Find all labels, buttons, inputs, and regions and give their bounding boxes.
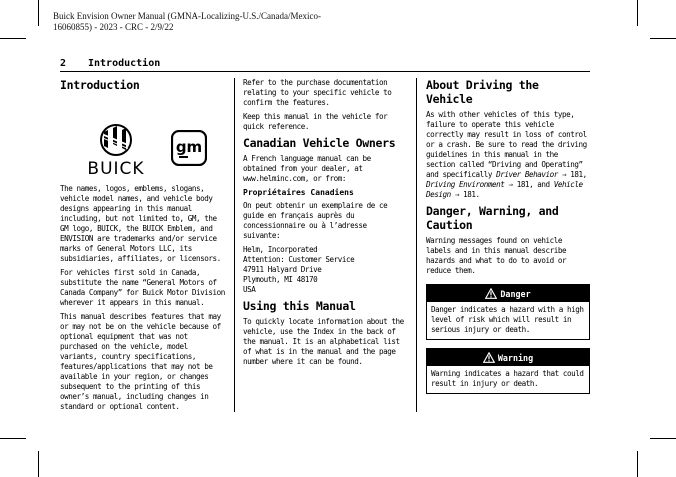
brand-logos bbox=[60, 96, 226, 184]
danger-text: Danger indicates a hazard with a high level of risk which will result in serious injury or death. bbox=[431, 305, 584, 334]
subsection-title-french: Propriétaires Canadiens bbox=[243, 188, 354, 197]
section-title-introduction: Introduction bbox=[60, 78, 140, 92]
section-title-using-manual: Using this Manual bbox=[243, 299, 356, 313]
print-metadata bbox=[53, 11, 383, 33]
column-right bbox=[426, 78, 590, 400]
paragraph-about-driving bbox=[426, 110, 590, 200]
section-title-about-driving: About Driving the Vehicle bbox=[426, 78, 539, 106]
column-divider bbox=[416, 78, 417, 412]
text: As with other vehicles of this type, failure to operate this vehicle correctly may result in loss of control or a crash. Be sure to read the driving guidelines in this manual in the section called “Driving and Operating” and specifically bbox=[426, 110, 587, 179]
running-header: Introduction bbox=[88, 58, 161, 69]
warning-box-body bbox=[427, 366, 589, 393]
crop-mark bbox=[637, 451, 638, 477]
paragraph: This manual describes features that may or may not be on the vehicle because of optional equipment that was not purchased on the vehicle, model variants, country specifications, features/applications that may not be available in your region, or changes subsequent to the printing of this owner’s manual, including changes in standard or optional content. bbox=[60, 312, 221, 411]
warning-triangle-icon bbox=[485, 288, 497, 299]
gm-logo-icon bbox=[171, 130, 207, 166]
danger-box-header bbox=[427, 285, 589, 302]
address-line: Plymouth, MI 48170 bbox=[243, 275, 318, 284]
warning-text: Warning indicates a hazard that could result in injury or death. bbox=[431, 369, 584, 388]
crop-mark bbox=[38, 451, 39, 477]
warning-label: Warning bbox=[497, 353, 534, 363]
print-metadata-line1: Buick Envision Owner Manual (GMNA-Localizing-U.S./Canada/Mexico- bbox=[53, 11, 321, 21]
text: , bbox=[582, 170, 587, 179]
crop-mark bbox=[650, 438, 676, 439]
header-rule bbox=[60, 71, 590, 72]
address-line: USA bbox=[243, 285, 256, 294]
buick-wordmark: BUICK bbox=[87, 159, 145, 179]
crop-mark bbox=[38, 0, 39, 26]
page-ref[interactable]: ⇒ 181 bbox=[504, 180, 530, 189]
mailing-address bbox=[243, 245, 407, 295]
danger-box bbox=[426, 284, 590, 340]
page-ref[interactable]: ⇒ 181 bbox=[557, 170, 583, 179]
crop-mark bbox=[637, 0, 638, 26]
danger-label: Danger bbox=[500, 289, 531, 299]
paragraph: Refer to the purchase documentation relating to your specific vehicle to confirm the features. bbox=[243, 78, 392, 107]
crop-mark bbox=[0, 38, 26, 39]
paragraph: A French language manual can be obtained from your dealer, at www.helminc.com, or from: bbox=[243, 154, 371, 183]
address-line: Helm, Incorporated bbox=[243, 245, 318, 254]
text: , and bbox=[529, 180, 554, 189]
paragraph: For vehicles first sold in Canada, substitute the name “General Motors of Canada Company” for Buick Motor Division wherever it appears in this manual. bbox=[60, 268, 225, 307]
page-number: 2 bbox=[60, 58, 67, 69]
ref-link-driver-behavior[interactable]: Driver Behavior bbox=[496, 170, 558, 179]
warning-triangle-icon bbox=[483, 352, 495, 363]
address-line: 47911 Halyard Drive bbox=[243, 265, 322, 274]
section-title-danger-warning-caution: Danger, Warning, and Caution bbox=[426, 204, 559, 232]
ref-link-vehicle-design[interactable]: Vehicle Design bbox=[426, 180, 583, 199]
address-line: Attention: Customer Service bbox=[243, 255, 355, 264]
gm-logo-text: gm bbox=[175, 138, 203, 156]
crop-mark bbox=[650, 38, 676, 39]
column-middle bbox=[243, 78, 407, 371]
ref-link-driving-environment[interactable]: Driving Environment bbox=[426, 180, 505, 189]
page-ref[interactable]: ⇒ 181 bbox=[450, 190, 476, 199]
paragraph: The names, logos, emblems, slogans, vehicle model names, and vehicle body designs appearing in this manual including, but not limited to, GM, the GM logo, BUICK, the BUICK Emblem, and ENVISION are trademarks and/or service marks of General Motors LLC, its subsidiaries, affiliates, or licensors. bbox=[60, 184, 221, 263]
column-divider bbox=[234, 78, 235, 412]
paragraph: Warning messages found on vehicle labels and in this manual describe hazards and what to do to avoid or reduce them. bbox=[426, 236, 567, 275]
warning-box-header bbox=[427, 349, 589, 366]
print-metadata-line2: 16060855) - 2023 - CRC - 2/9/22 bbox=[53, 22, 174, 32]
crop-mark bbox=[0, 438, 26, 439]
warning-box bbox=[426, 348, 590, 394]
column-left bbox=[60, 78, 226, 416]
paragraph: To quickly locate information about the vehicle, use the Index in the back of the manual. It is an alphabetical list of what is in the manual and the page number where it can be found. bbox=[243, 317, 404, 366]
paragraph: Keep this manual in the vehicle for quick reference. bbox=[243, 112, 388, 131]
paragraph: On peut obtenir un exemplaire de ce guide en français auprès du concessionnaire ou à l’adresse suivante: bbox=[243, 201, 388, 240]
danger-box-body bbox=[427, 302, 589, 339]
buick-tri-shield-icon bbox=[84, 122, 148, 162]
text: . bbox=[475, 190, 480, 199]
section-title-canadian-owners: Canadian Vehicle Owners bbox=[243, 136, 396, 150]
